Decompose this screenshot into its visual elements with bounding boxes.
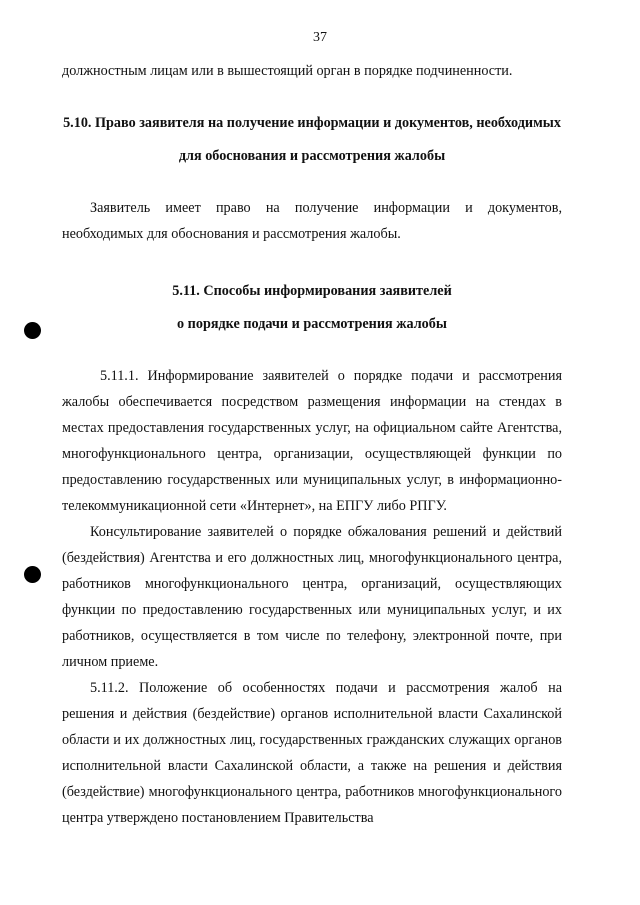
- section-title-5-11-line2: о порядке подачи и рассмотрения жалобы: [177, 316, 447, 332]
- paragraph-5-11-1: 5.11.1. Информирование заявителей о порядке подачи и рассмотрения жалобы обеспечивается посредством размещения информации на стендах в местах предоставления государственных услуг, на официальном сайте Агентства, многофункционального центра, организации, осуществляющей функции по предоставлению государственных или муниципальных услуг, в информационно-телекоммуникационной сети «Интернет», на ЕПГУ либо РПГУ.: [62, 368, 562, 514]
- paragraph-5-11-2: 5.11.2. Положение об особенностях подачи и рассмотрения жалоб на решения и действия (бездействие) органов исполнительной власти Сахалинской области и их должностных лиц, государственных гражданских служащих органов исполнительной власти Сахалинской области, а также на решения и действия (бездействие) многофункционального центра, работников многофункционального центра утверждено постановлением Правительства: [62, 680, 562, 826]
- punch-hole-mark: [24, 566, 41, 583]
- section-title-5-10: 5.10. Право заявителя на получение информации и документов, необходимых для обоснования и рассмотрения жалобы: [63, 115, 561, 164]
- paragraph-continuation: должностным лицам или в вышестоящий орган в порядке подчиненности.: [62, 63, 513, 79]
- document-body: [62, 58, 562, 831]
- punch-hole-mark: [24, 322, 41, 339]
- page-number: 37: [313, 30, 327, 45]
- section-title-5-11-line1: 5.11. Способы информирования заявителей: [172, 283, 452, 299]
- paragraph-consulting: Консультирование заявителей о порядке обжалования решений и действий (бездействия) Агентства и его должностных лиц, многофункционального центра, работников многофункционального центра, организаций, осуществляющих функции по предоставлению государственных или муниципальных услуг, и их работников, осуществляется в том числе по телефону, электронной почте, при личном приеме.: [62, 524, 562, 670]
- paragraph-applicant-right: Заявитель имеет право на получение информации и документов, необходимых для обоснования и рассмотрения жалобы.: [62, 200, 562, 242]
